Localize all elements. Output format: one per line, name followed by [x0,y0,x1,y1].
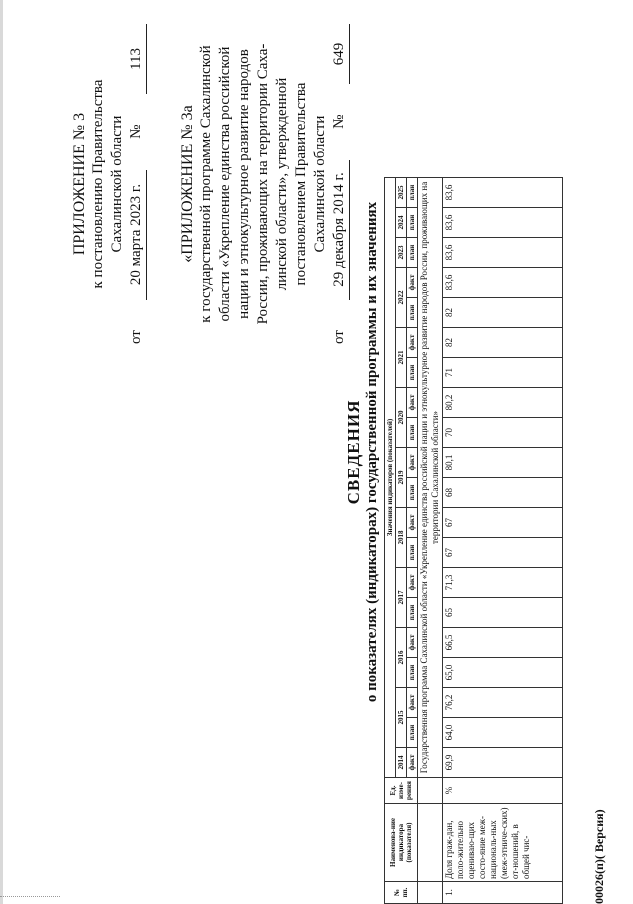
year-header-2023: 2023 [396,238,407,268]
value-2018-plan: 67 [443,538,563,568]
fact-label-2019: факт [407,448,418,478]
indicators-table [384,177,563,904]
value-2017-plan: 65 [443,598,563,628]
plan-label-2022: план [407,298,418,328]
plan-label-2024: план [407,208,418,238]
appendix-date-line [127,24,147,344]
value-2016-plan: 65,0 [443,658,563,688]
prior-appendix-date-prefix: от [331,330,347,344]
year-header-2025: 2025 [396,178,407,208]
fact-label-2014: факт [407,748,418,778]
plan-label-2017: план [407,598,418,628]
year-header-2014: 2014 [396,748,407,778]
plan-label-2018: план [407,538,418,568]
col-name-header: Наименова-ние индикатора (показателя) [385,804,418,882]
value-2024-plan: 83,6 [443,208,563,238]
value-2014-fact: 69,9 [443,748,563,778]
scan-dots [0,896,60,898]
fact-label-2017: факт [407,568,418,598]
prior-appendix-date: 29 декабря 2014 г. [330,160,350,300]
appendix-title: ПРИЛОЖЕНИЕ № 3 [71,112,88,256]
prior-appendix-line-0: к государственной программе Сахалинской [198,45,214,323]
program-row [418,178,443,904]
plan-label-2025: план [407,178,418,208]
fact-label-2015: факт [407,688,418,718]
appendix-date-prefix: от [128,330,144,344]
plan-label-2021: план [407,358,418,388]
prior-appendix-line-4: линской области», утвержденной [274,77,290,291]
appendix-num-prefix: № [128,124,144,139]
value-2018-fact: 67 [443,508,563,538]
value-2019-fact: 80,1 [443,448,563,478]
prior-appendix-line-5: постановлением Правительства [293,82,309,286]
value-2021-fact: 82 [443,328,563,358]
fact-label-2022: факт [407,268,418,298]
year-header-2017: 2017 [396,568,407,628]
value-2015-fact: 76,2 [443,688,563,718]
appendix-number: 113 [127,24,147,94]
value-2015-plan: 64,0 [443,718,563,748]
year-header-2024: 2024 [396,208,407,238]
program-row-name [418,804,443,882]
value-2020-fact: 80,2 [443,388,563,418]
document-code: 00026(п)( Версия) [592,809,606,904]
prior-appendix-line-1: области «Укрепление единства российской [217,46,233,322]
col-unit-header: Ед. изме-рения [385,778,418,804]
prior-appendix-header [178,24,350,344]
year-header-2021: 2021 [396,328,407,388]
year-header-2019: 2019 [396,448,407,508]
value-2020-plan: 70 [443,418,563,448]
col-num-header: № пп. [385,882,418,904]
value-2023-plan: 83,6 [443,238,563,268]
value-2025-plan: 83,6 [443,178,563,208]
appendix-header [70,24,147,344]
year-header-2020: 2020 [396,388,407,448]
prior-appendix-line-2: нации и этнокультурное развитие народов [236,49,252,319]
program-row-unit [418,778,443,804]
program-title-cell: Государственная программа Сахалинской области «Укрепление единства российской нации и этнокультурное развитие народов России, проживающих на территории Сахалинской области» [418,178,443,778]
prior-appendix-number: 649 [330,24,350,84]
prior-appendix-line-6: Сахалинской области [312,115,328,253]
appendix-date: 20 марта 2023 г. [127,170,147,300]
appendix-line1: к постановлению Правительства [90,79,106,289]
row-num: 1. [443,882,563,904]
fact-label-2020: факт [407,388,418,418]
table-header-row-1 [385,178,396,904]
plan-label-2015: план [407,718,418,748]
value-2022-plan: 82 [443,298,563,328]
plan-label-2020: план [407,418,418,448]
appendix-line2: Сахалинской области [109,115,125,253]
value-2019-plan: 68 [443,478,563,508]
value-2022-fact: 83,6 [443,268,563,298]
fact-label-2021: факт [407,328,418,358]
plan-label-2019: план [407,478,418,508]
value-2017-fact: 71,3 [443,568,563,598]
row-unit: % [443,778,563,804]
prior-appendix-line-3: России, проживающих на территории Саха- [255,43,271,325]
row-indicator-name: Доля граж-дан, поло-жительно оцениваю-щих состо-яние меж-националь-ных (меж-этниче-ских) от-ношений, в общей чис- [443,804,563,882]
fact-label-2016: факт [407,628,418,658]
year-header-2015: 2015 [396,688,407,748]
year-header-2018: 2018 [396,508,407,568]
values-group-header: Значения индикаторов (показателей) [385,178,396,778]
program-row-num [418,882,443,904]
year-header-2022: 2022 [396,268,407,328]
plan-label-2016: план [407,658,418,688]
value-2016-fact: 66,5 [443,628,563,658]
table-row [443,178,563,904]
fact-label-2018: факт [407,508,418,538]
document-title-block [344,40,381,864]
prior-appendix-num-prefix: № [331,114,347,129]
document-subtitle: о показателях (индикаторах) государственной программы и их значениях [364,201,380,703]
plan-label-2023: план [407,238,418,268]
value-2021-plan: 71 [443,358,563,388]
prior-appendix-title: «ПРИЛОЖЕНИЕ № 3а [179,105,196,263]
year-header-2016: 2016 [396,628,407,688]
document-title: СВЕДЕНИЯ [344,399,363,505]
